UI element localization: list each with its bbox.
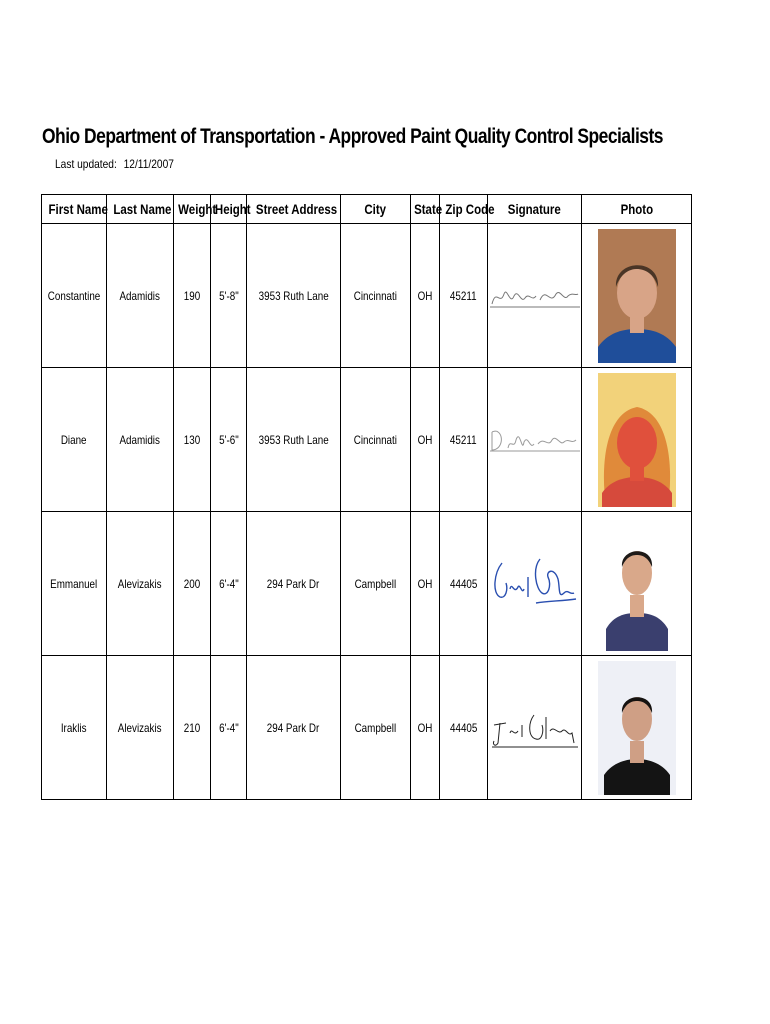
first-name-cell: Emmanuel <box>42 512 107 656</box>
signature-cell <box>488 224 582 368</box>
height-cell: 6'-4" <box>211 512 247 656</box>
col-header-state: State <box>411 195 440 224</box>
street-address-cell: 294 Park Dr <box>247 512 341 656</box>
person-photo <box>598 229 676 363</box>
col-header-zip-code: Zip Code <box>440 195 488 224</box>
header-row <box>42 195 692 224</box>
city-cell: Campbell <box>341 512 411 656</box>
weight-cell: 130 <box>174 368 211 512</box>
height-cell: 5'-8" <box>211 224 247 368</box>
last-name-cell: Alevizakis <box>107 656 174 800</box>
table-row <box>42 512 692 656</box>
zip-code-cell: 45211 <box>440 368 488 512</box>
signature-cell <box>488 656 582 800</box>
table-row <box>42 368 692 512</box>
photo-cell <box>582 656 692 800</box>
signature-image <box>488 703 582 753</box>
city-cell: Cincinnati <box>341 224 411 368</box>
first-name-cell: Diane <box>42 368 107 512</box>
last-name-cell: Adamidis <box>107 224 174 368</box>
last-updated <box>55 157 174 171</box>
state-cell: OH <box>411 368 440 512</box>
zip-code-cell: 44405 <box>440 656 488 800</box>
col-header-city: City <box>341 195 411 224</box>
last-name-cell: Adamidis <box>107 368 174 512</box>
col-header-street-address: Street Address <box>247 195 341 224</box>
col-header-last-name: Last Name <box>107 195 174 224</box>
col-header-height: Height <box>211 195 247 224</box>
height-cell: 6'-4" <box>211 656 247 800</box>
city-cell: Campbell <box>341 656 411 800</box>
weight-cell: 190 <box>174 224 211 368</box>
photo-cell <box>582 512 692 656</box>
person-photo <box>598 517 676 651</box>
signature-image <box>488 549 582 619</box>
photo-cell <box>582 368 692 512</box>
table-row <box>42 224 692 368</box>
specialists-table <box>41 194 692 800</box>
last-updated-date: 12/11/2007 <box>123 157 174 171</box>
col-header-weight: Weight <box>174 195 211 224</box>
first-name-cell: Iraklis <box>42 656 107 800</box>
signature-cell <box>488 368 582 512</box>
col-header-photo: Photo <box>582 195 692 224</box>
col-header-first-name: First Name <box>42 195 107 224</box>
photo-cell <box>582 224 692 368</box>
signature-image <box>488 420 582 460</box>
height-cell: 5'-6" <box>211 368 247 512</box>
signature-cell <box>488 512 582 656</box>
state-cell: OH <box>411 656 440 800</box>
street-address-cell: 3953 Ruth Lane <box>247 368 341 512</box>
person-photo <box>598 661 676 795</box>
weight-cell: 200 <box>174 512 211 656</box>
city-cell: Cincinnati <box>341 368 411 512</box>
zip-code-cell: 44405 <box>440 512 488 656</box>
state-cell: OH <box>411 512 440 656</box>
state-cell: OH <box>411 224 440 368</box>
street-address-cell: 3953 Ruth Lane <box>247 224 341 368</box>
street-address-cell: 294 Park Dr <box>247 656 341 800</box>
table-row <box>42 656 692 800</box>
weight-cell: 210 <box>174 656 211 800</box>
last-name-cell: Alevizakis <box>107 512 174 656</box>
col-header-signature: Signature <box>488 195 582 224</box>
first-name-cell: Constantine <box>42 224 107 368</box>
last-updated-label: Last updated: <box>55 157 117 171</box>
zip-code-cell: 45211 <box>440 224 488 368</box>
document-title: Ohio Department of Transportation - Approved Paint Quality Control Specialists <box>42 125 663 148</box>
signature-image <box>488 276 582 316</box>
person-photo <box>598 373 676 507</box>
